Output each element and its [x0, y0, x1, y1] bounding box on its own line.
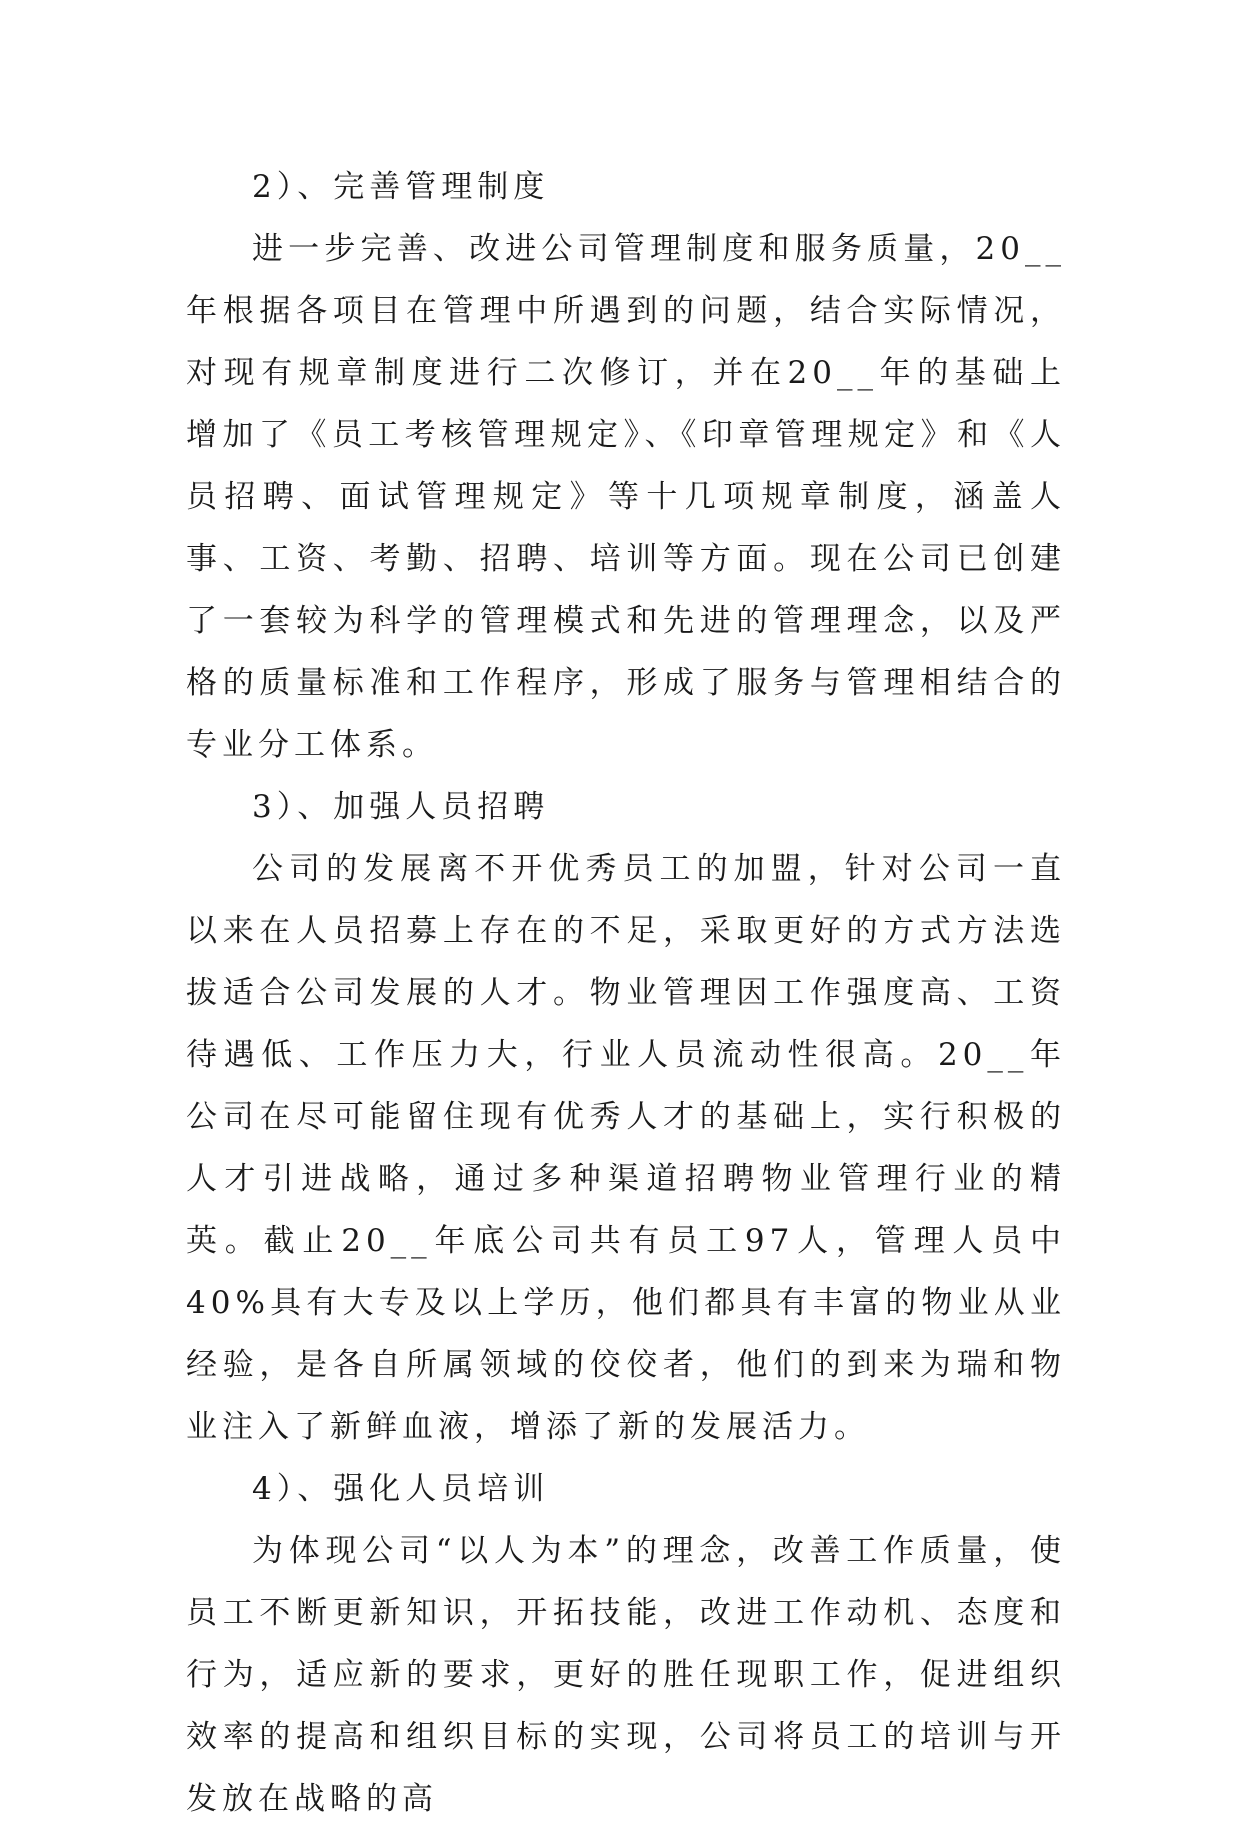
- section-paragraph-management-system: 进一步完善、改进公司管理制度和服务质量，20__年根据各项目在管理中所遇到的问题，结合实际情况，对现有规章制度进行二次修订，并在20__年的基础上增加了《员工考核管理规定》、《印章管理规定》和《人员招聘、面试管理规定》等十几项规章制度，涵盖人事、工资、考勤、招聘、培训等方面。现在公司已创建了一套较为科学的管理模式和先进的管理理念，以及严格的质量标准和工作程序，形成了服务与管理相结合的专业分工体系。: [186, 231, 1066, 763]
- document-body: [186, 156, 1066, 1830]
- section-heading-recruitment: 3）、加强人员招聘: [252, 789, 550, 825]
- section-paragraph-recruitment: 公司的发展离不开优秀员工的加盟，针对公司一直以来在人员招募上存在的不足，采取更好的方式方法选拔适合公司发展的人才。物业管理因工作强度高、工资待遇低、工作压力大，行业人员流动性很高。20__年公司在尽可能留住现有优秀人才的基础上，实行积极的人才引进战略，通过多种渠道招聘物业管理行业的精英。截止20__年底公司共有员工97人，管理人员中40%具有大专及以上学历，他们都具有丰富的物业从业经验，是各自所属领域的佼佼者，他们的到来为瑞和物业注入了新鲜血液，增添了新的发展活力。: [186, 851, 1066, 1445]
- section-paragraph-training: 为体现公司“以人为本”的理念，改善工作质量，使员工不断更新知识，开拓技能，改进工作动机、态度和行为，适应新的要求，更好的胜任现职工作，促进组织效率的提高和组织目标的实现，公司将员工的培训与开发放在战略的高: [186, 1533, 1066, 1817]
- section-heading-management-system: 2）、完善管理制度: [252, 169, 550, 205]
- section-heading-training: 4）、强化人员培训: [252, 1471, 550, 1507]
